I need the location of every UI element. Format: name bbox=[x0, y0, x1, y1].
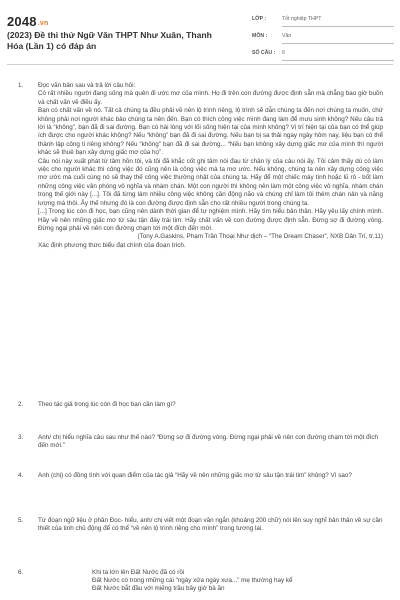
meta-row-class bbox=[252, 13, 394, 30]
passage-citation: (Tony A.Gaskins, Phạm Trần Thoại Như dịch – “The Dream Chaser”, NXB Dân Trí, tr.11) bbox=[137, 233, 383, 241]
passage-paragraph: [...] Trong lúc còn đi học, bạn cũng nên dành thời gian để tự nghiệm mình. Hãy tìm hiểu bản thân. Hãy yêu lấy chính mình. Hãy về nên những giấc mơ từ sâu tận đáy trái tim. Hãy chất vấn về con đường được định sẵn. Đừng sợ đi đường vòng. Đừng ngại phải về nên con đường chạm tới một đích đến mới. bbox=[38, 208, 383, 232]
question-body bbox=[38, 82, 383, 250]
passage-paragraph: Câu nói này xuất phát từ tâm hồn tôi, và tôi đã khắc cốt ghi tâm nói đau từ chân lý của câu nói ấy. Tôi cảm thấy dù có làm việc cho người khác thì công việc đó cũng nên là công việc mà ta mơ ước. Nếu không, chúng ta nên xây dựng công việc mơ ước mà cuối cùng nó sẽ thay thế công việc thường nhật của chúng ta. Hãy để một chiếc máy tính hoặc lũ rô - bốt làm những công việc vân phòng vô nghĩa và nhàm chán. Một con người thì không nên làm một công việc vô nghĩa, nhàm chán trong thế giới này [...]. Tôi đã từng làm nhiều công việc không cần động não và chúng chỉ làm tôi thêm chán nản và năng lượng mà thôi. Ấy thế nhưng đó là con đường được định sẵn cho rất nhiều người trong chúng ta. bbox=[38, 157, 383, 207]
question-text: Anh (chị) có đồng tình với quan điểm của tác giả “Hãy về nên những giấc mơ từ sâu tận trái tim” không? Vì sao? bbox=[38, 472, 352, 479]
meta-value-subject: Văn bbox=[282, 33, 292, 39]
question-number: 5. bbox=[18, 517, 24, 524]
poem-line: Đất Nước có trong những cái “ngày xửa ngày xưa...” mẹ thường hay kể bbox=[92, 577, 293, 585]
meta-underline bbox=[282, 60, 394, 61]
question-text: Anh/ chị hiểu nghĩa câu sau như thế nào? “Đừng sợ đi đường vòng. Đừng ngại phải về nên con đường chạm tới một đích đến mới.” bbox=[38, 434, 379, 450]
site-logo[interactable] bbox=[7, 14, 48, 29]
header-divider bbox=[7, 64, 393, 65]
question-intro: Đọc văn bản sau và trả lời câu hỏi: bbox=[38, 82, 136, 89]
meta-label-subject: MÔN : bbox=[252, 33, 268, 39]
logo-suffix: .vn bbox=[37, 20, 49, 27]
document-header bbox=[0, 0, 400, 62]
meta-row-subject bbox=[252, 30, 394, 47]
exam-meta bbox=[252, 13, 394, 64]
meta-value-count: 6 bbox=[282, 50, 285, 56]
question-number: 3. bbox=[18, 434, 24, 441]
meta-value-class: Tốt nghiệp THPT bbox=[282, 16, 322, 22]
meta-label-class: LỚP : bbox=[252, 16, 267, 22]
logo-main: 2048 bbox=[7, 14, 37, 29]
passage-paragraph: Có rất nhiều người đang sống mà quên đi ước mơ của mình. Họ đi trên con đường được định sẵn mà chẳng bao giờ buồn và chất vấn về điều ấy. bbox=[38, 90, 383, 106]
question-number: 6. bbox=[18, 569, 24, 576]
poem-line: Đất Nước bắt đầu với miếng trầu bây giờ bà ăn bbox=[92, 585, 225, 593]
meta-underline bbox=[282, 26, 394, 27]
meta-underline bbox=[282, 43, 394, 44]
question-number: 1. bbox=[18, 82, 24, 89]
poem-excerpt bbox=[38, 569, 383, 594]
question-number: 4. bbox=[18, 472, 24, 479]
question-text: Theo tác giả trong lúc còn đi học bạn cần làm gì? bbox=[38, 401, 176, 408]
passage-paragraph: Bạn có chất vấn về nó. Tất cả chúng ta đều phải về nên lộ trình riêng, lộ trình sẽ dẫn chúng ta đến nơi chúng ta muốn, chứ không phải nơi người khác bảo chúng ta nên đến. Bạn có thích công việc mình đang làm để mưu sinh không? Nếu câu trả lời là “không”, bạn đã đi sai đường. Bạn có hài lòng với lối sống hiện tại của mình không? Vị trí hiện tại của bạn có thể giúp ích được cho người khác không? Nếu “không” bạn đã đi sai đường. Nếu bạn bị sa thải ngay ngày hôm nay, liệu bạn có thể thành lập công ti riêng không? Nếu “không” bạn đã đi sai đường... “Nếu bạn không xây dựng giấc mơ của mình thì người khác sẽ thuê bạn xây dựng giấc mơ của họ”. bbox=[38, 107, 383, 157]
question-task: Xác định phương thức biểu đạt chính của đoạn trích. bbox=[38, 241, 186, 249]
exam-title: (2023) Đề thi thử Ngữ Văn THPT Như Xuân, Thanh Hóa (Lần 1) có đáp án bbox=[7, 30, 212, 51]
question-text: Từ đoạn ngữ liệu ở phần Đọc- hiểu, anh/ chị viết một đoạn văn ngắn (khoảng 200 chữ) nói lên suy nghĩ bản thân về sự cần thiết của tinh chủ động để có thể “về nên lộ trình riêng cho mình” trong tương lai. bbox=[38, 517, 383, 533]
meta-label-count: SỐ CÂU : bbox=[252, 50, 276, 56]
question-number: 2. bbox=[18, 401, 24, 408]
poem-line: Khi ta lớn lên Đất Nước đã có rồi bbox=[92, 569, 185, 576]
meta-row-count bbox=[252, 47, 394, 64]
